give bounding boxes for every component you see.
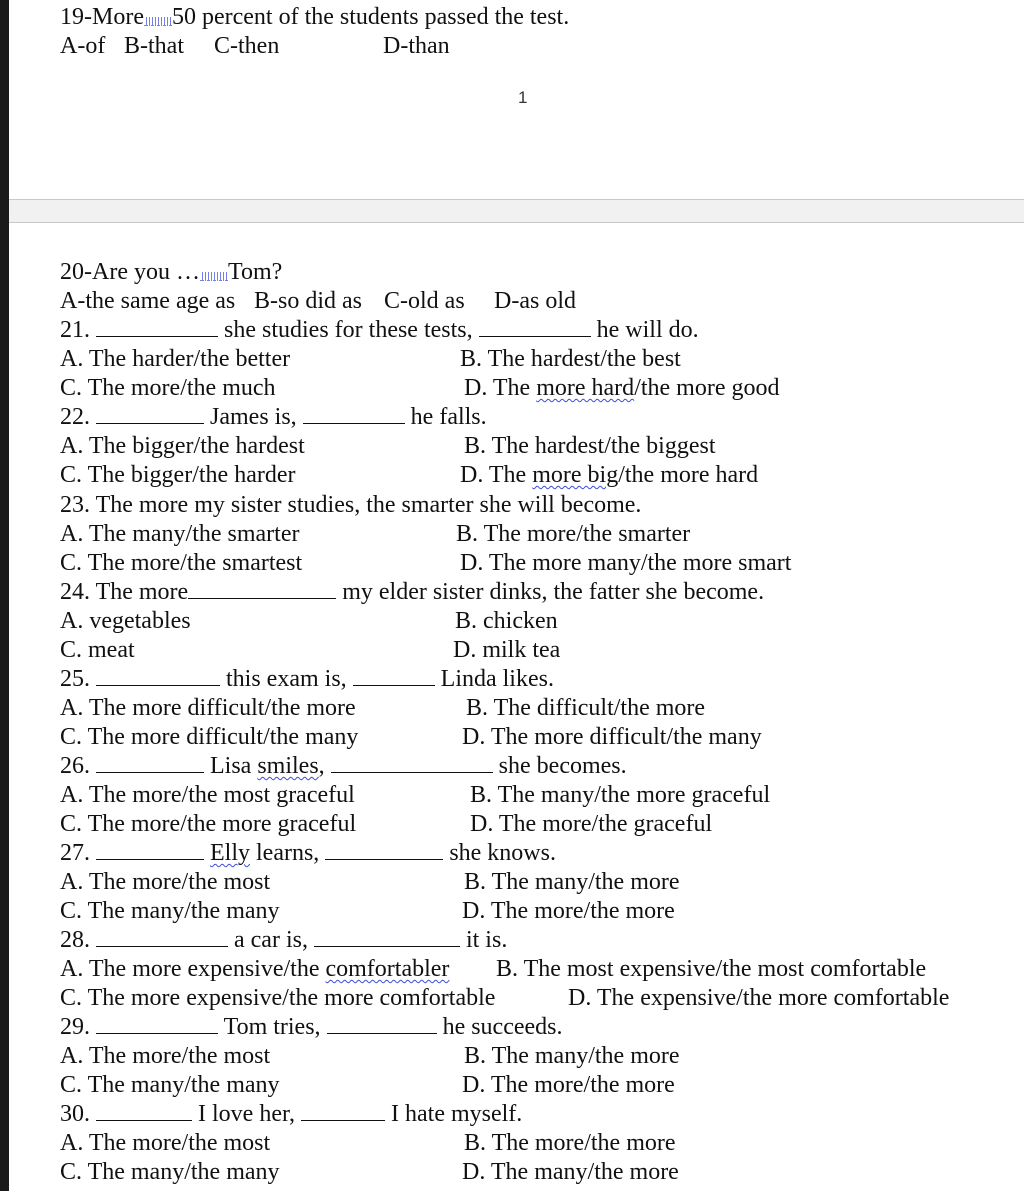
question-20-option-a: A-the same age as	[60, 288, 236, 314]
question-26-option-d: D. The more/the graceful	[470, 811, 713, 837]
question-24-option-b: B. chicken	[455, 608, 558, 634]
question-27-option-b: B. The many/the more	[464, 869, 680, 895]
question-21-option-d: D. The more hard/the more good	[464, 375, 780, 401]
question-19-option-c: C-then	[214, 33, 280, 59]
question-28-stem: 28. a car is, it is.	[60, 927, 508, 953]
question-28-option-c: C. The more expensive/the more comfortable	[60, 985, 496, 1011]
window-left-edge	[0, 0, 9, 1191]
question-24-option-c: C. meat	[60, 637, 135, 663]
question-25-option-a: A. The more difficult/the more	[60, 695, 356, 721]
question-23-option-a: A. The many/the smarter	[60, 521, 300, 547]
question-21-option-b: B. The hardest/the best	[460, 346, 681, 372]
question-30-option-d: D. The many/the more	[462, 1159, 679, 1185]
question-19-option-a: A-of	[60, 33, 106, 59]
question-22-option-a: A. The bigger/the hardest	[60, 433, 305, 459]
question-22-option-b: B. The hardest/the biggest	[464, 433, 716, 459]
question-22-option-c: C. The bigger/the harder	[60, 462, 296, 488]
spelling-squiggle	[200, 272, 228, 281]
question-27-option-d: D. The more/the more	[462, 898, 675, 924]
question-20-option-b: B-so did as	[254, 288, 362, 314]
question-29-stem: 29. Tom tries, he succeeds.	[60, 1014, 563, 1040]
question-21-option-a: A. The harder/the better	[60, 346, 291, 372]
question-30-option-c: C. The many/the many	[60, 1159, 280, 1185]
question-22-option-d: D. The more big/the more hard	[460, 462, 759, 488]
question-23-option-d: D. The more many/the more smart	[460, 550, 792, 576]
question-21-option-c: C. The more/the much	[60, 375, 276, 401]
page-break-separator	[9, 199, 1024, 223]
question-24-stem: 24. The more my elder sister dinks, the fatter she become.	[60, 579, 765, 605]
question-19-option-b: B-that	[124, 33, 184, 59]
question-25-stem: 25. this exam is, Linda likes.	[60, 666, 554, 692]
question-27-stem: 27. Elly learns, she knows.	[60, 840, 556, 866]
question-20-option-c: C-old as	[384, 288, 465, 314]
question-25-option-c: C. The more difficult/the many	[60, 724, 359, 750]
question-27-option-a: A. The more/the most	[60, 869, 271, 895]
page-number: 1	[518, 88, 528, 107]
question-24-option-d: D. milk tea	[453, 637, 561, 663]
question-23-option-b: B. The more/the smarter	[456, 521, 691, 547]
question-29-option-a: A. The more/the most	[60, 1043, 271, 1069]
question-22-stem: 22. James is, he falls.	[60, 404, 487, 430]
question-23-stem: 23. The more my sister studies, the smarter she will become.	[60, 492, 642, 518]
question-29-option-b: B. The many/the more	[464, 1043, 680, 1069]
question-29-option-d: D. The more/the more	[462, 1072, 675, 1098]
question-30-stem: 30. I love her, I hate myself.	[60, 1101, 523, 1127]
question-19-option-d: D-than	[383, 33, 450, 59]
question-29-option-c: C. The many/the many	[60, 1072, 280, 1098]
question-30-option-b: B. The more/the more	[464, 1130, 676, 1156]
question-26-option-b: B. The many/the more graceful	[470, 782, 771, 808]
spelling-squiggle	[144, 17, 172, 26]
question-23-option-c: C. The more/the smartest	[60, 550, 303, 576]
question-19-stem: 19-More 50 percent of the students passed the test.	[60, 4, 570, 30]
question-27-option-c: C. The many/the many	[60, 898, 280, 924]
question-21-stem: 21. she studies for these tests, he will do.	[60, 317, 699, 343]
question-20-option-d: D-as old	[494, 288, 576, 314]
question-28-option-b: B. The most expensive/the most comfortable	[496, 956, 927, 982]
question-25-option-d: D. The more difficult/the many	[462, 724, 762, 750]
question-26-stem: 26. Lisa smiles, she becomes.	[60, 753, 627, 779]
question-30-option-a: A. The more/the most	[60, 1130, 271, 1156]
question-28-option-a: A. The more expensive/the comfortabler	[60, 956, 450, 982]
question-24-option-a: A. vegetables	[60, 608, 191, 634]
question-26-option-a: A. The more/the most graceful	[60, 782, 355, 808]
question-20-stem: 20-Are you … Tom?	[60, 259, 283, 285]
question-28-option-d: D. The expensive/the more comfortable	[568, 985, 950, 1011]
question-25-option-b: B. The difficult/the more	[466, 695, 706, 721]
question-26-option-c: C. The more/the more graceful	[60, 811, 357, 837]
